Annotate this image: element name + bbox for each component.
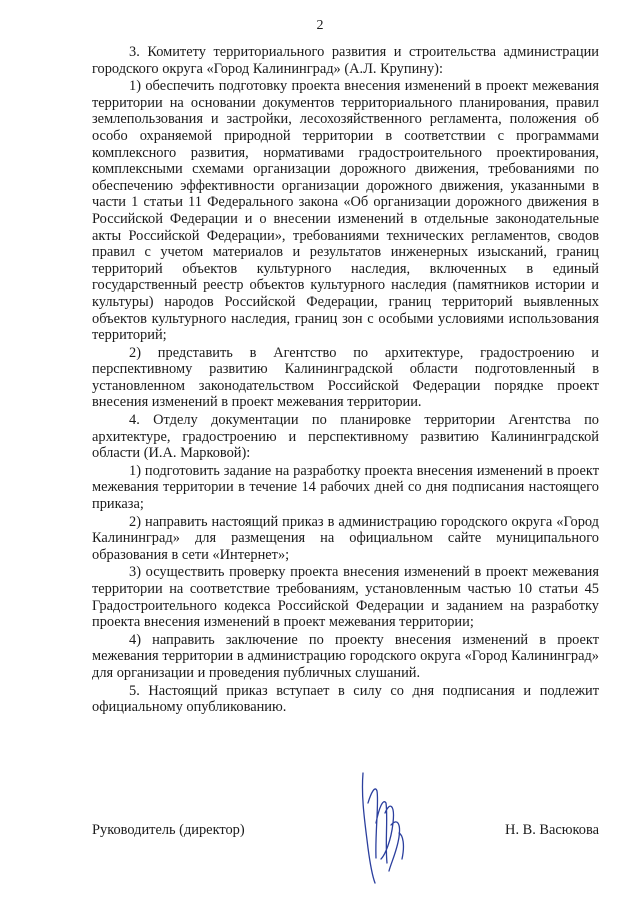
paragraph-3-1: 1) обеспечить подготовку проекта внесения изменений в проект межевания территории на основании документов территориального планирования, правил землепользования и застройки, лесохозяйственного регламента, положения об особо охраняемой природной территории в соответствии с программами комплексного развития, нормативами градостроительного проектирования, комплексными схемами организации дорожного движения, требованиями по обеспечению эффективности организации дорожного движения, указанными в части 1 статьи 11 Федерального закона «Об организации дорожного движения в Российской Федерации и о внесении изменений в отдельные законодательные акты Российской Федерации», требованиями технических регламентов, сводов правил с учетом материалов и результатов инженерных изысканий, границ территорий объектов культурного наследия, включенных в единый государственный реестр объектов культурного наследия (памятников истории и культуры) народов Российской Федерации, границ территорий выявленных объектов культурного наследия, границ зон с особыми условиями использования территорий; (92, 78, 599, 344)
signature-row (92, 822, 599, 842)
paragraph-4-2: 2) направить настоящий приказ в администрацию городского округа «Город Калининград» для размещения на официальном сайте муниципального образования в сети «Интернет»; (92, 513, 599, 563)
signer-position: Руководитель (директор) (92, 822, 245, 838)
handwritten-signature (355, 763, 415, 888)
paragraph-5: 5. Настоящий приказ вступает в силу со дня подписания и подлежит официальному опубликованию. (92, 682, 599, 716)
document-body (92, 44, 599, 717)
paragraph-4-4: 4) направить заключение по проекту внесения изменений в проект межевания территории в администрацию городского округа «Город Калининград» для организации и проведения публичных слушаний. (92, 631, 599, 681)
paragraph-3-2: 2) представить в Агентство по архитектуре, градостроению и перспективному развитию Калининградской области подготовленный в установленном законодательством Российской Федерации порядке проект внесения изменений в проект межевания территории. (92, 344, 599, 411)
paragraph-4-1: 1) подготовить задание на разработку проекта внесения изменений в проект межевания территории в течение 14 рабочих дней со дня подписания настоящего приказа; (92, 462, 599, 513)
paragraph-4-3: 3) осуществить проверку проекта внесения изменений в проект межевания территории на соответствие требованиям, установленным частью 10 статьи 45 Градостроительного кодекса Российской Федерации и заданием на разработку проекта внесения изменений в проект межевания территории; (92, 564, 599, 631)
paragraph-3: 3. Комитету территориального развития и строительства администрации городского округа «Город Калининград» (А.Л. Крупину): (92, 44, 599, 77)
paragraph-4: 4. Отделу документации по планировке территории Агентства по архитектуре, градостроению и перспективному развитию Калининградской области (И.А. Марковой): (92, 412, 599, 462)
signer-name: Н. В. Васюкова (505, 822, 599, 838)
page-number: 2 (316, 18, 324, 33)
